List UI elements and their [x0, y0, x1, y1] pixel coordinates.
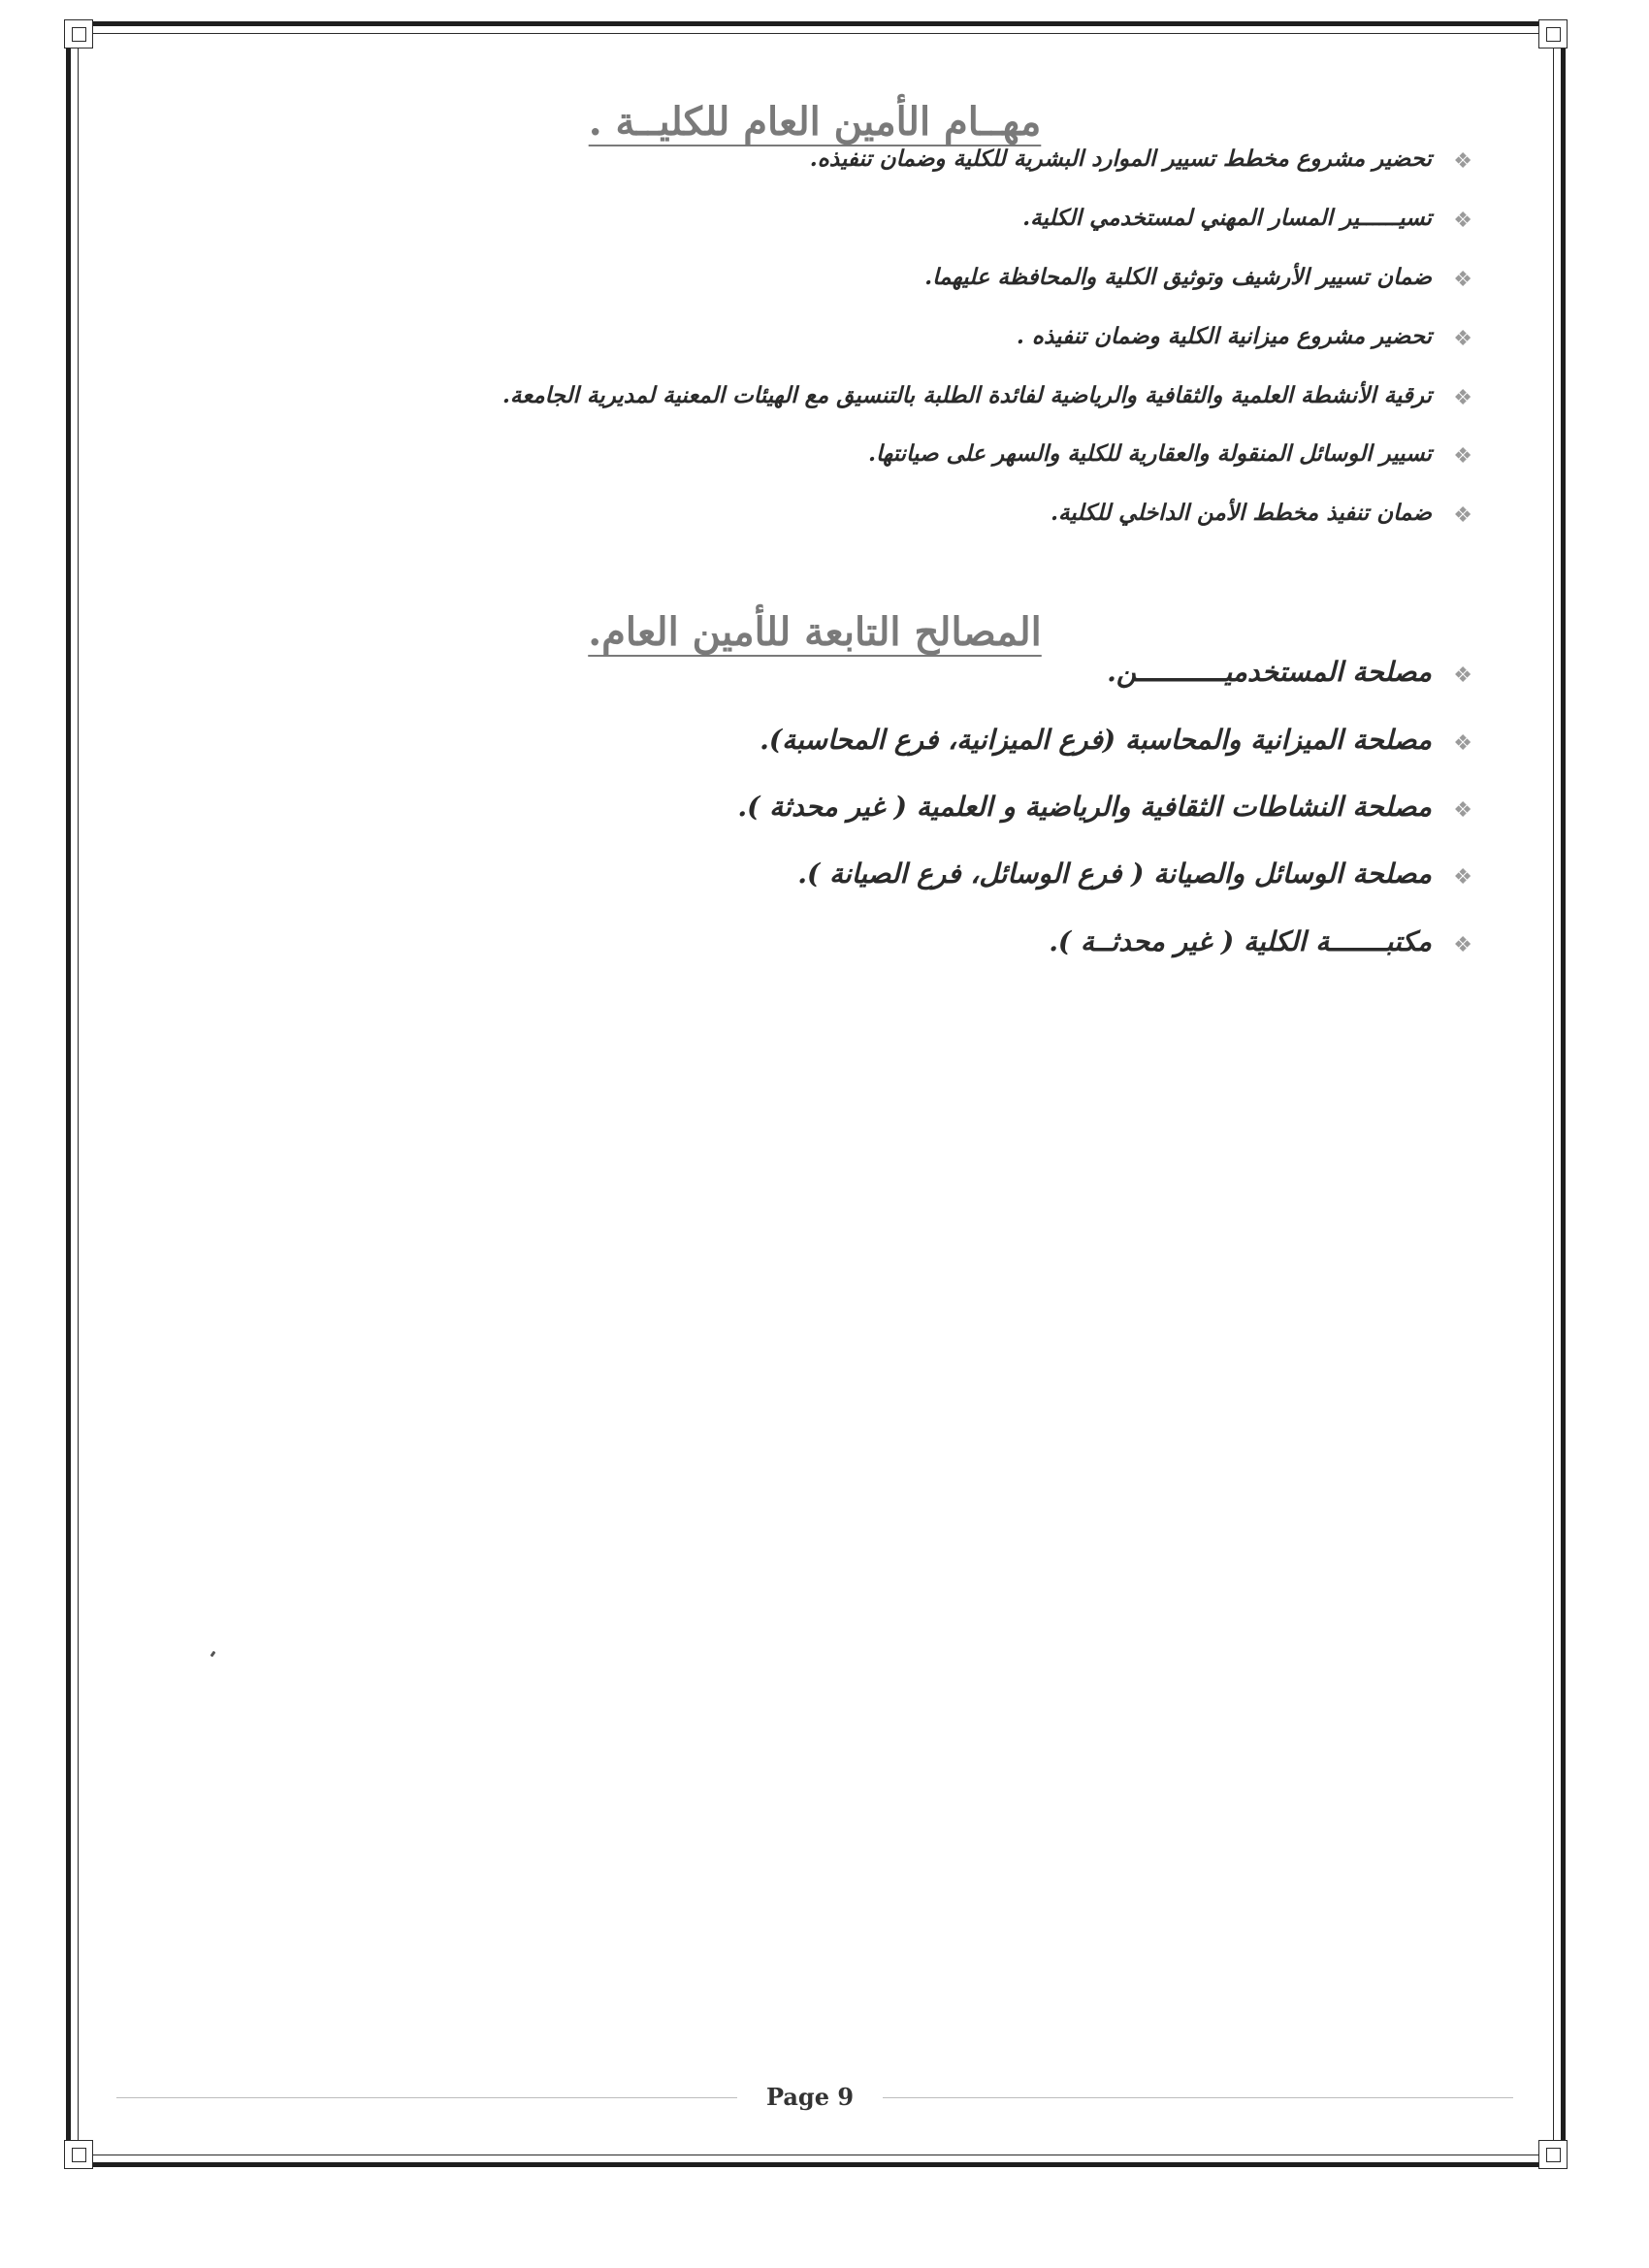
bullet-icon: ❖: [1453, 149, 1472, 174]
list-item: [136, 790, 1494, 825]
list-item-text: مصلحة النشاطات الثقافية والرياضية و العلمية ( غير محدثة ).: [737, 791, 1432, 824]
list-item-text: ضمان تنفيذ مخطط الأمن الداخلي للكلية.: [1050, 500, 1432, 527]
section-1-title: مهــام الأمين العام للكليــة .: [588, 99, 1042, 145]
list-item: [136, 381, 1494, 410]
frame-corner-bottom-right: [1538, 2140, 1568, 2169]
section-1-list: [136, 145, 1494, 528]
list-item: [136, 263, 1494, 292]
bullet-icon: ❖: [1453, 444, 1472, 470]
list-item-text: تسيــــــير المسار المهني لمستخدمي الكلية.: [1022, 204, 1432, 231]
bullet-icon: ❖: [1453, 326, 1472, 351]
list-item-text: تسيير الوسائل المنقولة والعقارية للكلية والسهر على صيانتها.: [868, 440, 1432, 468]
bullet-icon: ❖: [1453, 503, 1472, 529]
bullet-icon: ❖: [1453, 730, 1472, 756]
frame-corner-bottom-left: [64, 2140, 93, 2169]
bullet-icon: ❖: [1453, 932, 1472, 957]
list-item-text: تحضير مشروع ميزانية الكلية وضمان تنفيذه .: [1016, 322, 1432, 349]
list-item: [136, 439, 1494, 469]
footer-rule-left: [116, 2097, 737, 2098]
list-item: [136, 145, 1494, 174]
bullet-icon: ❖: [1453, 664, 1472, 689]
bullet-icon: ❖: [1453, 267, 1472, 292]
list-item-text: تحضير مشروع مخطط تسيير الموارد البشرية للكلية وضمان تنفيذه.: [809, 146, 1432, 172]
list-item: [136, 204, 1494, 233]
section-2-title: المصالح التابعة للأمين العام.: [588, 609, 1042, 656]
bullet-icon: ❖: [1453, 385, 1472, 410]
page-content: [136, 78, 1494, 991]
list-item-text: ترقية الأنشطة العلمية والثقافية والرياضية لفائدة الطلبة بالتنسيق مع الهيئات المعنية لمديرية الجامعة.: [501, 381, 1432, 408]
bullet-icon: ❖: [1453, 798, 1472, 824]
frame-corner-top-left: [64, 19, 93, 49]
page-number: Page 9: [765, 2083, 855, 2111]
list-item: [136, 499, 1494, 528]
list-item-text: مصلحة المستخدميـــــــــــن.: [1107, 656, 1432, 689]
list-item-text: مصلحة الميزانية والمحاسبة (فرع الميزانية، فرع المحاسبة).: [760, 723, 1432, 756]
list-item-text: مصلحة الوسائل والصيانة ( فرع الوسائل، فرع الصيانة ).: [797, 858, 1432, 891]
frame-corner-top-right: [1538, 19, 1568, 49]
footer-rule-right: [883, 2097, 1513, 2098]
list-item: [136, 655, 1494, 690]
bullet-icon: ❖: [1453, 865, 1472, 891]
list-item: [136, 723, 1494, 758]
list-item: [136, 857, 1494, 891]
list-item-text: مكتبـــــــة الكلية ( غير محدثــة ).: [1049, 924, 1432, 957]
list-item: [136, 924, 1494, 959]
list-item: [136, 322, 1494, 351]
page-footer: [116, 2083, 1513, 2112]
bullet-icon: ❖: [1453, 208, 1472, 233]
list-item-text: ضمان تسيير الأرشيف وتوثيق الكلية والمحافظة عليهما.: [924, 263, 1432, 290]
section-2-list: [136, 655, 1494, 959]
